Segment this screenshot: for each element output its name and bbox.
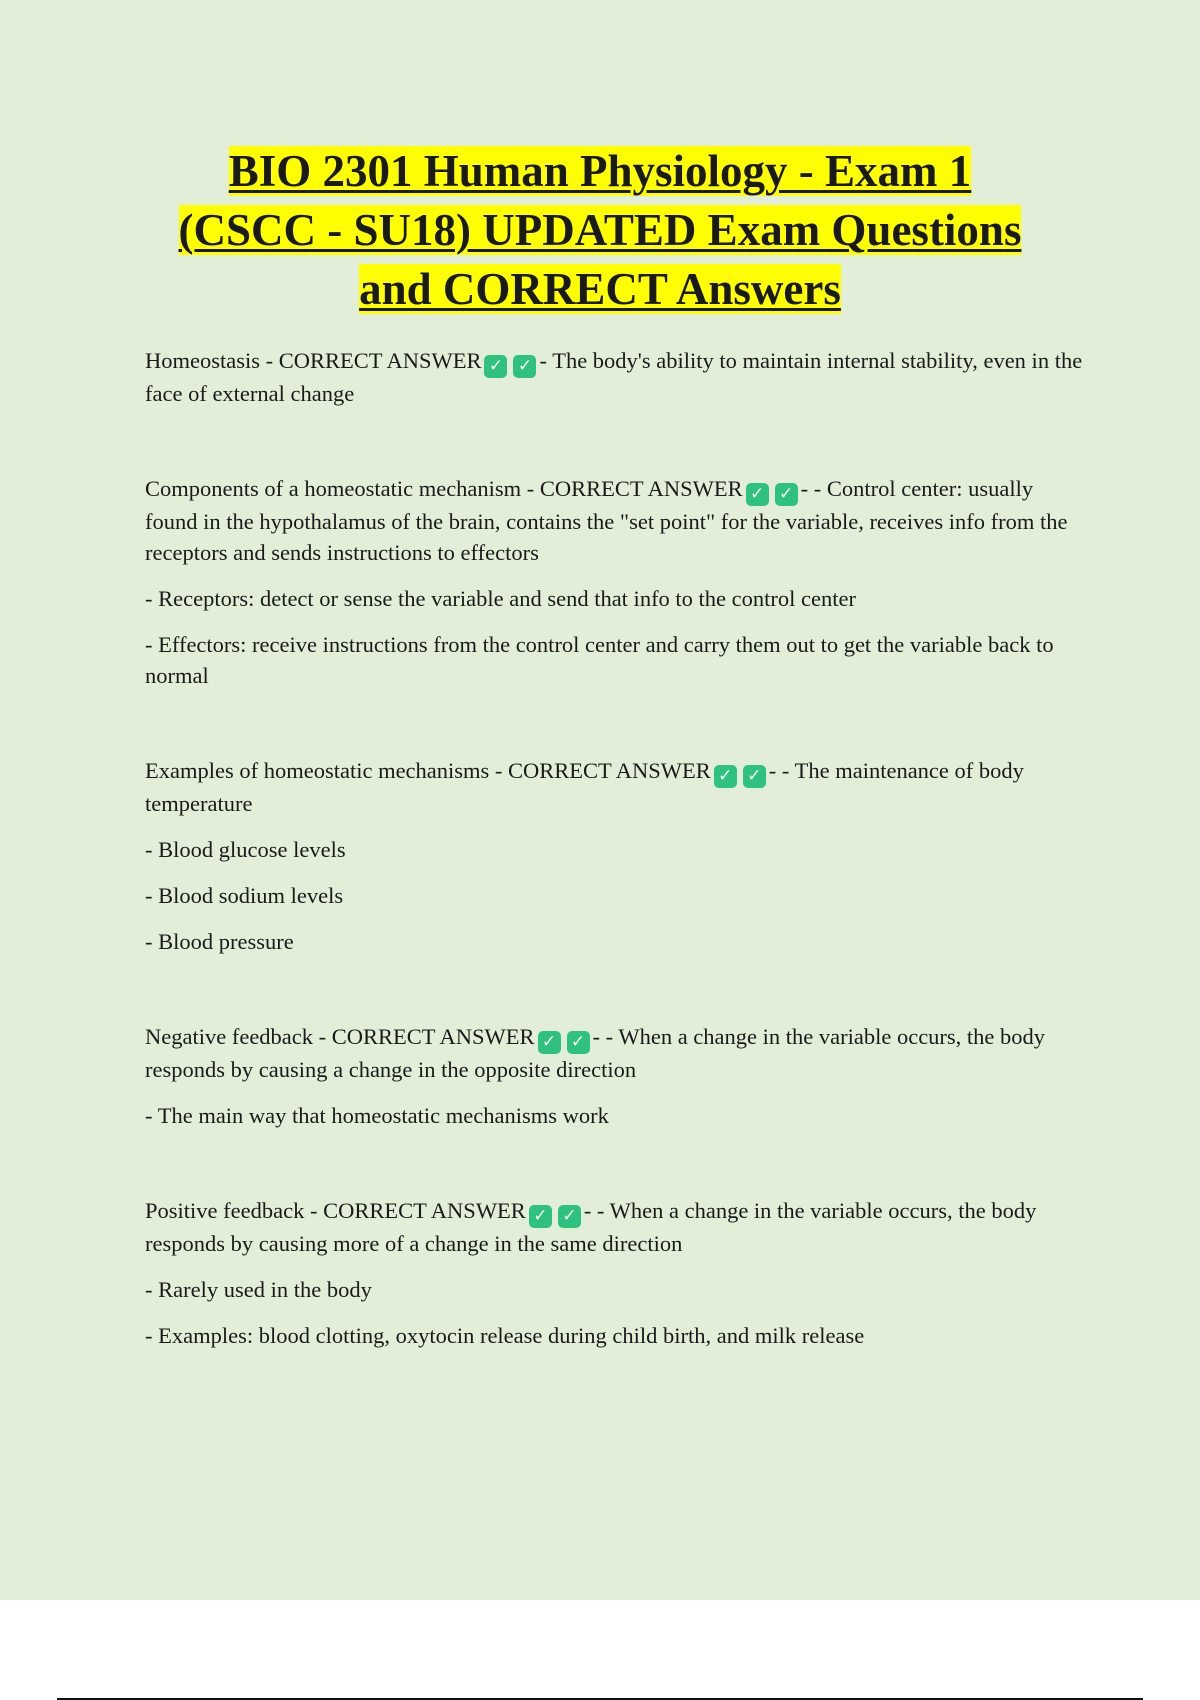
- check-mark-icon: ✓: [746, 483, 769, 506]
- qa-answer: - The body's ability to maintain internal stability, even in the face of external change: [145, 348, 1083, 406]
- qa-item: [145, 1021, 1085, 1131]
- qa-detail-line: - Blood pressure: [145, 929, 294, 954]
- qa-answer: - - When a change in the variable occurs, the body responds by causing more of a change in the same direction: [145, 1198, 1037, 1256]
- qa-detail-line: - Receptors: detect or sense the variable and send that info to the control center: [145, 586, 856, 611]
- check-mark-icon: ✓: [743, 765, 766, 788]
- qa-item: [145, 345, 1085, 409]
- qa-answer: - - The maintenance of body temperature: [145, 758, 1024, 816]
- check-mark-icon: ✓: [567, 1031, 590, 1054]
- qa-list: [145, 345, 1085, 1415]
- qa-detail-line: - Examples: blood clotting, oxytocin release during child birth, and milk release: [145, 1323, 865, 1348]
- title-line-3: and CORRECT Answers: [359, 264, 841, 314]
- qa-term: Negative feedback - CORRECT ANSWER: [145, 1024, 535, 1049]
- qa-detail-line: - The main way that homeostatic mechanisms work: [145, 1103, 609, 1128]
- check-mark-icon: ✓: [714, 765, 737, 788]
- check-mark-icon: ✓: [484, 355, 507, 378]
- qa-detail-line: - Rarely used in the body: [145, 1277, 372, 1302]
- qa-question-answer: [145, 345, 1085, 409]
- qa-term: Components of a homeostatic mechanism - CORRECT ANSWER: [145, 476, 743, 501]
- document-title: [100, 142, 1100, 319]
- qa-question-answer: [145, 473, 1085, 568]
- title-line-1: BIO 2301 Human Physiology - Exam 1: [228, 146, 972, 196]
- qa-term: Homeostasis - CORRECT ANSWER: [145, 348, 482, 373]
- qa-answer: - - When a change in the variable occurs, the body responds by causing a change in the opposite direction: [145, 1024, 1046, 1082]
- qa-term: Examples of homeostatic mechanisms - CORRECT ANSWER: [145, 758, 711, 783]
- qa-item: [145, 1195, 1085, 1351]
- check-mark-icon: ✓: [529, 1205, 552, 1228]
- qa-term: Positive feedback - CORRECT ANSWER: [145, 1198, 526, 1223]
- check-mark-icon: ✓: [538, 1031, 561, 1054]
- qa-detail-line: - Blood sodium levels: [145, 883, 344, 908]
- qa-question-answer: [145, 1021, 1085, 1085]
- qa-question-answer: [145, 755, 1085, 819]
- qa-question-answer: [145, 1195, 1085, 1259]
- check-mark-icon: ✓: [775, 483, 798, 506]
- check-mark-icon: ✓: [513, 355, 536, 378]
- qa-detail-line: - Blood glucose levels: [145, 837, 346, 862]
- qa-item: [145, 473, 1085, 691]
- title-line-2: (CSCC - SU18) UPDATED Exam Questions: [178, 205, 1022, 255]
- qa-item: [145, 755, 1085, 957]
- qa-answer: - - Control center: usually found in the hypothalamus of the brain, contains the "set point" for the variable, receives info from the receptors and sends instructions to effectors: [145, 476, 1068, 565]
- qa-detail-line: - Effectors: receive instructions from the control center and carry them out to get the variable back to normal: [145, 632, 1054, 688]
- check-mark-icon: ✓: [558, 1205, 581, 1228]
